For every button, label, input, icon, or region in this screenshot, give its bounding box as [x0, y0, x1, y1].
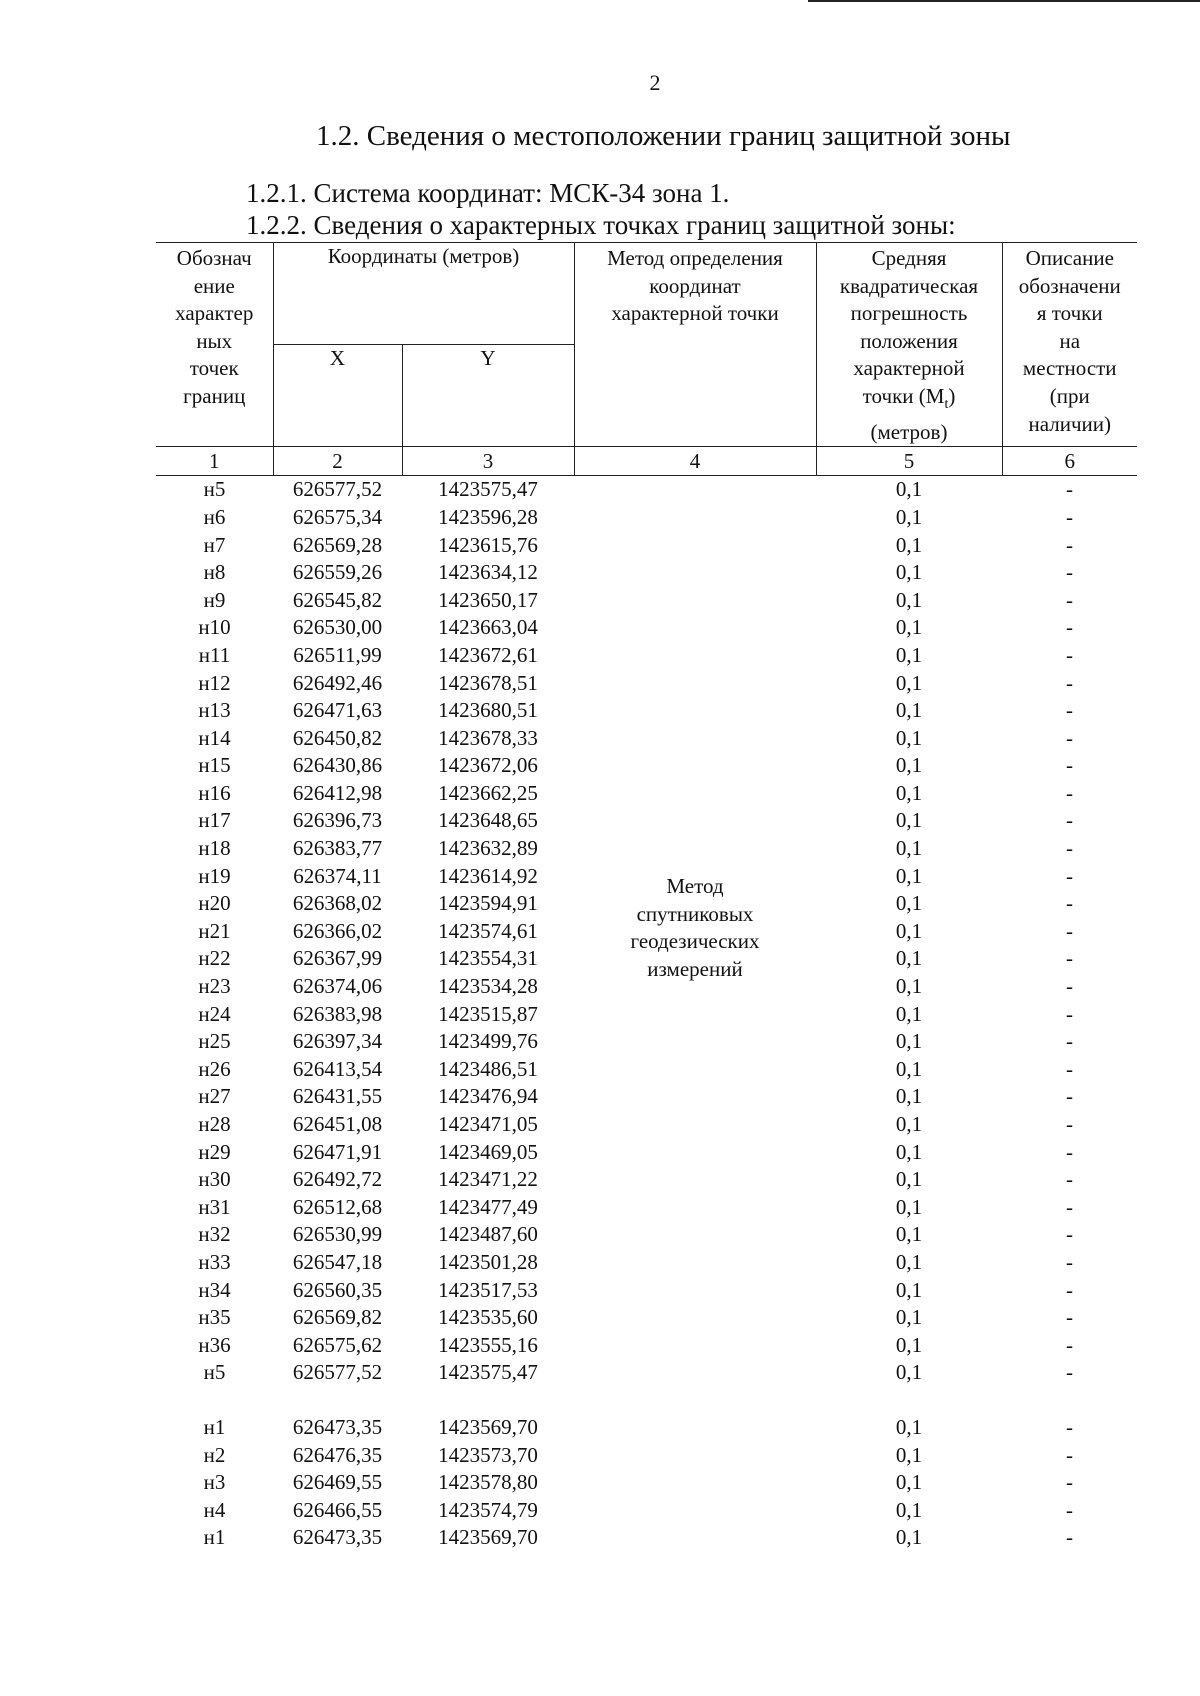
point-name: н11 — [198, 642, 231, 667]
coord-y: 1423678,51 — [438, 670, 538, 695]
coord-x: 626412,98 — [292, 780, 383, 805]
point-name: н35 — [198, 1305, 231, 1330]
error-value: 0,1 — [895, 891, 923, 916]
coord-y: 1423534,28 — [438, 974, 538, 999]
error-value: 0,1 — [895, 946, 923, 971]
error-value: 0,1 — [895, 560, 923, 585]
description-value: - — [1066, 918, 1073, 943]
error-value: 0,1 — [895, 1414, 923, 1439]
error-value: 0,1 — [895, 1497, 923, 1522]
point-name: н18 — [198, 836, 231, 861]
error-value: 0,1 — [895, 1277, 923, 1302]
coord-y: 1423634,12 — [438, 560, 538, 585]
coord-x: 626450,82 — [292, 725, 383, 750]
coord-y: 1423471,22 — [438, 1167, 538, 1192]
coord-y: 1423575,47 — [438, 477, 538, 502]
description-value: - — [1066, 946, 1073, 971]
subsection-points-info: 1.2.2. Сведения о характерных точках границ защитной зоны: — [246, 210, 956, 240]
description-value: - — [1066, 642, 1073, 667]
error-value: 0,1 — [895, 974, 923, 999]
error-value: 0,1 — [895, 1084, 923, 1109]
description-value: - — [1066, 670, 1073, 695]
coord-y: 1423517,53 — [438, 1277, 538, 1302]
error-value: 0,1 — [895, 642, 923, 667]
page-number: 2 — [649, 70, 661, 95]
description-value: - — [1066, 1277, 1073, 1302]
coord-x: 626430,86 — [292, 753, 383, 778]
header-error: Средняя квадратическая погрешность положения характерной точки $(M_t)$ (метров) — [816, 243, 1002, 447]
error-value: 0,1 — [895, 1112, 923, 1136]
point-name: н33 — [198, 1249, 231, 1274]
point-name: н12 — [198, 670, 231, 695]
top-rule — [808, 0, 1200, 2]
coord-x: 626559,26 — [292, 560, 383, 585]
error-value: 0,1 — [895, 1194, 923, 1219]
description-value: - — [1066, 808, 1073, 833]
section-title: 1.2. Сведения о местоположении границ защитной зоны — [316, 120, 1011, 152]
error-value: 0,1 — [895, 836, 923, 861]
coord-y: 1423632,89 — [438, 836, 538, 861]
coord-x: 626492,72 — [292, 1167, 383, 1192]
description-value: - — [1066, 615, 1073, 640]
description-value: - — [1066, 560, 1073, 585]
coord-y: 1423569,70 — [438, 1525, 538, 1550]
description-value: - — [1066, 753, 1073, 778]
error-value: 0,1 — [895, 615, 923, 640]
error-value: 0,1 — [895, 532, 923, 557]
error-value: 0,1 — [895, 698, 923, 723]
coord-x: 626577,52 — [292, 477, 383, 502]
column-number: 3 — [402, 447, 574, 476]
coord-x: 626512,68 — [292, 1194, 383, 1219]
coord-y: 1423672,06 — [438, 753, 538, 778]
coord-x: 626473,35 — [292, 1414, 383, 1439]
coord-x: 626569,82 — [292, 1305, 383, 1330]
coord-y: 1423596,28 — [438, 504, 538, 529]
coord-y: 1423476,94 — [438, 1084, 538, 1109]
error-value: 0,1 — [895, 1360, 923, 1385]
description-value: - — [1066, 1332, 1073, 1357]
description-value: - — [1066, 1305, 1073, 1330]
description-value: - — [1066, 863, 1073, 888]
point-name: н31 — [198, 1194, 231, 1219]
error-value: 0,1 — [895, 1305, 923, 1330]
error-value: 0,1 — [895, 477, 923, 502]
coord-x: 626476,35 — [292, 1442, 383, 1467]
error-value: 0,1 — [895, 808, 923, 833]
description-value: - — [1066, 1139, 1073, 1164]
description-value: - — [1066, 477, 1073, 502]
description-value: - — [1066, 725, 1073, 750]
description-value: - — [1066, 504, 1073, 529]
header-x: X — [273, 345, 402, 447]
column-number: 2 — [273, 447, 402, 476]
coordinates-table — [156, 242, 1137, 1552]
description-value: - — [1066, 698, 1073, 723]
coord-y: 1423487,60 — [438, 1222, 538, 1247]
description-value: - — [1066, 1442, 1073, 1467]
method-text: Метод спутниковых геодезических измерений — [630, 873, 760, 981]
coord-y: 1423575,47 — [438, 1360, 538, 1385]
coord-y: 1423573,70 — [438, 1442, 538, 1467]
coord-x: 626577,52 — [292, 1360, 383, 1385]
coord-y: 1423477,49 — [438, 1194, 538, 1219]
coord-y: 1423680,51 — [438, 698, 538, 723]
coord-y: 1423574,79 — [438, 1497, 538, 1522]
description-value: - — [1066, 780, 1073, 805]
coord-y: 1423578,80 — [438, 1470, 538, 1495]
description-value: - — [1066, 1222, 1073, 1247]
coord-x: 626413,54 — [292, 1056, 383, 1081]
error-value: 0,1 — [895, 725, 923, 750]
description-value: - — [1066, 1001, 1073, 1026]
description-value: - — [1066, 1112, 1073, 1136]
subsection-coordinate-system: 1.2.1. Система координат: МСК-34 зона 1. — [246, 178, 730, 208]
coord-x: 626545,82 — [292, 587, 383, 612]
error-value: 0,1 — [895, 780, 923, 805]
point-name: н25 — [198, 1029, 231, 1054]
coord-x: 626451,08 — [292, 1112, 383, 1136]
coord-x: 626383,98 — [292, 1001, 383, 1026]
description-value: - — [1066, 1167, 1073, 1192]
point-name: н14 — [198, 725, 231, 750]
point-name: н27 — [198, 1084, 231, 1109]
point-name: н36 — [198, 1332, 231, 1357]
coord-y: 1423594,91 — [438, 891, 538, 916]
point-name: н15 — [198, 753, 231, 778]
point-name: н32 — [198, 1222, 231, 1247]
coord-x: 626431,55 — [292, 1084, 383, 1109]
point-name: н17 — [198, 808, 231, 833]
header-point: Обознач ение характер ных точек границ — [156, 243, 273, 447]
coord-y: 1423672,61 — [438, 642, 538, 667]
coord-x: 626473,35 — [292, 1525, 383, 1550]
error-value: 0,1 — [895, 863, 923, 888]
point-name: н21 — [198, 918, 231, 943]
error-value: 0,1 — [895, 1139, 923, 1164]
coord-x: 626471,91 — [292, 1139, 383, 1164]
error-value: 0,1 — [895, 918, 923, 943]
table-row — [156, 476, 1137, 504]
error-value: 0,1 — [895, 504, 923, 529]
header-coordinates: Координаты (метров) — [273, 243, 574, 345]
coord-y: 1423615,76 — [438, 532, 538, 557]
description-value: - — [1066, 1470, 1073, 1495]
point-name: н8 — [203, 560, 226, 585]
point-name: н2 — [203, 1442, 226, 1467]
coord-y: 1423650,17 — [438, 587, 538, 612]
coord-y: 1423648,65 — [438, 808, 538, 833]
description-value: - — [1066, 1497, 1073, 1522]
coordinates-table-body — [156, 476, 1137, 1552]
point-name: н7 — [203, 532, 226, 557]
coord-x: 626569,28 — [292, 532, 383, 557]
error-value: 0,1 — [895, 753, 923, 778]
error-value: 0,1 — [895, 1525, 923, 1550]
description-value: - — [1066, 1414, 1073, 1439]
point-name: н29 — [198, 1139, 231, 1164]
description-value: - — [1066, 587, 1073, 612]
coord-x: 626511,99 — [293, 642, 382, 667]
point-name: н5 — [203, 477, 226, 502]
coord-x: 626471,63 — [292, 698, 383, 723]
coord-x: 626374,11 — [293, 863, 382, 888]
point-name: н10 — [198, 615, 231, 640]
point-name: н26 — [198, 1056, 231, 1081]
error-value: 0,1 — [895, 1470, 923, 1495]
coord-y: 1423574,61 — [438, 918, 538, 943]
point-name: н16 — [198, 780, 231, 805]
error-value: 0,1 — [895, 1029, 923, 1054]
coord-x: 626547,18 — [292, 1249, 383, 1274]
description-value: - — [1066, 1194, 1073, 1219]
point-name: н22 — [198, 946, 231, 971]
header-y: Y — [402, 345, 574, 447]
coord-x: 626575,62 — [292, 1332, 383, 1357]
description-value: - — [1066, 974, 1073, 999]
coord-x: 626383,77 — [292, 836, 383, 861]
description-value: - — [1066, 532, 1073, 557]
point-name: н24 — [198, 1001, 231, 1026]
coord-x: 626492,46 — [292, 670, 383, 695]
coord-y: 1423535,60 — [438, 1305, 538, 1330]
coord-y: 1423469,05 — [438, 1139, 538, 1164]
description-value: - — [1066, 1029, 1073, 1054]
point-name: н13 — [198, 698, 231, 723]
point-name: н19 — [198, 863, 231, 888]
point-name: н23 — [198, 974, 231, 999]
point-name: н5 — [203, 1360, 226, 1385]
coord-y: 1423663,04 — [438, 615, 538, 640]
coord-x: 626469,55 — [292, 1470, 383, 1495]
description-value: - — [1066, 1525, 1073, 1550]
column-number: 5 — [816, 447, 1002, 476]
coord-y: 1423515,87 — [438, 1001, 538, 1026]
coord-x: 626530,00 — [292, 615, 383, 640]
coord-y: 1423614,92 — [438, 863, 538, 888]
coord-x: 626397,34 — [292, 1029, 383, 1054]
coord-x: 626560,35 — [292, 1277, 383, 1302]
header-description: Описание обозначени я точки на местности (при наличии) — [1002, 243, 1137, 447]
point-name: н6 — [203, 504, 226, 529]
point-name: н9 — [203, 587, 226, 612]
point-name: н1 — [203, 1414, 226, 1439]
point-name: н28 — [198, 1112, 231, 1136]
description-value: - — [1066, 1360, 1073, 1385]
point-name: н3 — [203, 1470, 226, 1495]
column-number: 6 — [1002, 447, 1137, 476]
error-value: 0,1 — [895, 1167, 923, 1192]
point-name: н4 — [203, 1497, 226, 1522]
coord-y: 1423501,28 — [438, 1249, 538, 1274]
coord-y: 1423662,25 — [438, 780, 538, 805]
coord-x: 626530,99 — [292, 1222, 383, 1247]
coord-x: 626368,02 — [292, 891, 383, 916]
coord-y: 1423499,76 — [438, 1029, 538, 1054]
error-value: 0,1 — [895, 1222, 923, 1247]
column-number: 4 — [574, 447, 816, 476]
error-value: 0,1 — [895, 1332, 923, 1357]
description-value: - — [1066, 1084, 1073, 1109]
point-name: н20 — [198, 891, 231, 916]
coord-y: 1423569,70 — [438, 1414, 538, 1439]
coord-x: 626466,55 — [292, 1497, 383, 1522]
coord-y: 1423555,16 — [438, 1332, 538, 1357]
description-value: - — [1066, 1249, 1073, 1274]
error-value: 0,1 — [895, 670, 923, 695]
point-name: н30 — [198, 1167, 231, 1192]
error-value: 0,1 — [895, 1442, 923, 1467]
method-value — [574, 476, 816, 1552]
error-value: 0,1 — [895, 587, 923, 612]
coord-x: 626396,73 — [292, 808, 383, 833]
coord-x: 626575,34 — [292, 504, 383, 529]
column-number: 1 — [156, 447, 273, 476]
coord-y: 1423678,33 — [438, 725, 538, 750]
error-value: 0,1 — [895, 1001, 923, 1026]
error-value: 0,1 — [895, 1249, 923, 1274]
description-value: - — [1066, 891, 1073, 916]
header-method: Метод определения координат характерной точки — [574, 243, 816, 447]
coord-y: 1423471,05 — [438, 1112, 538, 1136]
description-value: - — [1066, 836, 1073, 861]
point-name: н1 — [203, 1525, 226, 1550]
coord-y: 1423554,31 — [438, 946, 538, 971]
point-name: н34 — [198, 1277, 231, 1302]
error-value: 0,1 — [895, 1056, 923, 1081]
coord-x: 626367,99 — [292, 946, 383, 971]
coord-x: 626366,02 — [292, 918, 383, 943]
description-value: - — [1066, 1056, 1073, 1081]
coord-y: 1423486,51 — [438, 1056, 538, 1081]
coord-x: 626374,06 — [292, 974, 383, 999]
